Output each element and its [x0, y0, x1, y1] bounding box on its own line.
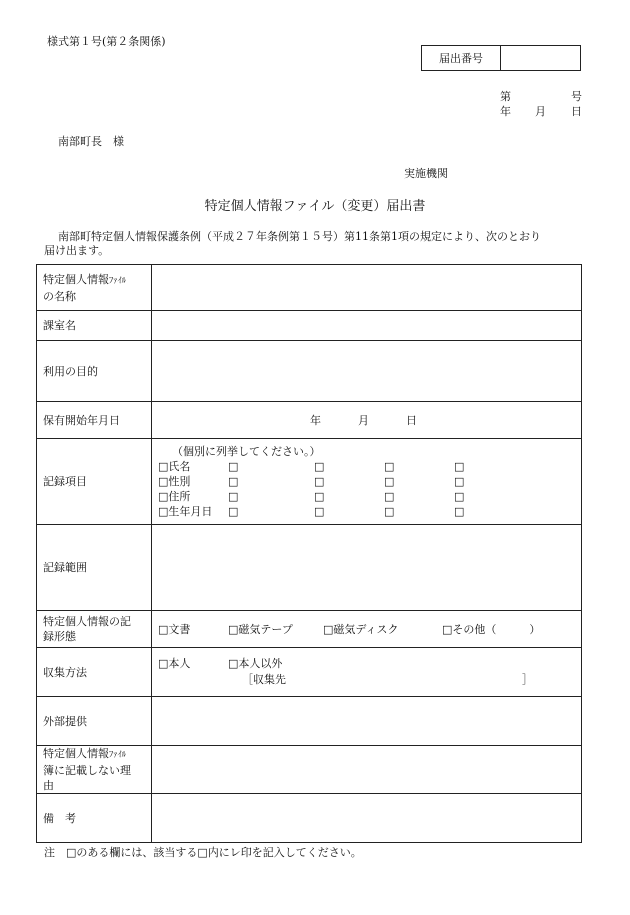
row-start-date	[37, 402, 582, 439]
footnote: 注 □のある欄には、該当する□内にレ印を記入してください。	[44, 846, 362, 859]
checkbox[interactable]: □	[454, 460, 465, 473]
checkbox[interactable]: □	[314, 475, 325, 488]
row-record-items	[37, 439, 582, 525]
date-nen: 年	[500, 105, 511, 118]
row-not-listed	[37, 746, 582, 794]
label-collection: 収集方法	[37, 648, 152, 697]
label-start-date: 保有開始年月日	[37, 402, 152, 439]
checkbox[interactable]: □	[384, 475, 395, 488]
row-external	[37, 697, 582, 746]
date-tsuki: 月	[535, 105, 546, 118]
row-record-scope	[37, 525, 582, 611]
checkbox[interactable]: □	[314, 460, 325, 473]
row-remarks	[37, 794, 582, 843]
row-collection	[37, 648, 582, 697]
row-purpose	[37, 341, 582, 402]
checkbox[interactable]: □	[454, 505, 465, 518]
label-not-listed: 特定個人情報ﾌｧｲﾙ 簿に記載しない理 由	[37, 746, 152, 794]
checkbox-self[interactable]: □本人	[158, 657, 191, 670]
label-record-items: 記録項目	[37, 439, 152, 525]
checkbox[interactable]: □	[384, 490, 395, 503]
label-purpose: 利用の目的	[37, 341, 152, 402]
row-record-form	[37, 611, 582, 648]
checkbox-magnetic-disk[interactable]: □磁気ディスク	[323, 623, 399, 636]
sender: 実施機関	[404, 167, 448, 180]
field-collection	[152, 648, 582, 697]
label-record-scope: 記録範囲	[37, 525, 152, 611]
checkbox[interactable]: □	[228, 460, 239, 473]
field-start-date[interactable]: 年 月 日	[152, 402, 582, 439]
intro-line-2: 届け出ます。	[44, 244, 110, 257]
checkbox[interactable]: □	[228, 490, 239, 503]
checkbox-other[interactable]: □その他（ ）	[442, 623, 541, 636]
field-record-form	[152, 611, 582, 648]
label-record-form: 特定個人情報の記 録形態	[37, 611, 152, 648]
checkbox[interactable]: □	[454, 475, 465, 488]
field-not-listed[interactable]	[152, 746, 582, 794]
checkbox-non-self[interactable]: □本人以外	[228, 657, 283, 670]
row-file-name	[37, 265, 582, 311]
notification-form-table	[36, 264, 582, 843]
checkbox-gender[interactable]: □性別	[158, 475, 191, 488]
checkbox-name[interactable]: □氏名	[158, 460, 191, 473]
checkbox[interactable]: □	[454, 490, 465, 503]
row-department	[37, 311, 582, 341]
registration-number-field[interactable]	[501, 46, 580, 70]
label-remarks: 備 考	[37, 794, 152, 843]
checkbox-document[interactable]: □文書	[158, 623, 191, 636]
label-file-name: 特定個人情報ﾌｧｲﾙ の名称	[37, 265, 152, 311]
field-record-scope[interactable]	[152, 525, 582, 611]
field-external[interactable]	[152, 697, 582, 746]
field-record-items	[152, 439, 582, 525]
collection-source-open: ［収集先	[242, 673, 286, 686]
checkbox-birthdate[interactable]: □生年月日	[158, 505, 213, 518]
checkbox[interactable]: □	[228, 505, 239, 518]
date-dai: 第	[500, 90, 511, 103]
checkbox[interactable]: □	[314, 490, 325, 503]
label-external: 外部提供	[37, 697, 152, 746]
checkbox[interactable]: □	[314, 505, 325, 518]
record-items-grid	[158, 459, 575, 519]
registration-number-label: 届出番号	[422, 46, 501, 70]
form-number: 様式第１号(第２条関係)	[47, 35, 166, 48]
checkbox[interactable]: □	[228, 475, 239, 488]
intro-line-1: 南部町特定個人情報保護条例（平成２７年条例第１５号）第11条第1項の規定により、次のとおり	[58, 230, 541, 243]
checkbox-address[interactable]: □住所	[158, 490, 191, 503]
date-hi: 日	[571, 105, 582, 118]
checkbox[interactable]: □	[384, 460, 395, 473]
checkbox[interactable]: □	[384, 505, 395, 518]
page-title: 特定個人情報ファイル（変更）届出書	[204, 199, 426, 214]
field-department[interactable]	[152, 311, 582, 341]
collection-source-close: ］	[522, 673, 533, 686]
date-gou: 号	[571, 90, 582, 103]
record-items-note: （個別に列挙してください。）	[172, 445, 321, 458]
registration-number-box	[421, 45, 581, 71]
field-purpose[interactable]	[152, 341, 582, 402]
addressee: 南部町長 様	[58, 135, 124, 148]
checkbox-magnetic-tape[interactable]: □磁気テープ	[228, 623, 293, 636]
field-file-name[interactable]	[152, 265, 582, 311]
field-remarks[interactable]	[152, 794, 582, 843]
label-department: 課室名	[37, 311, 152, 341]
